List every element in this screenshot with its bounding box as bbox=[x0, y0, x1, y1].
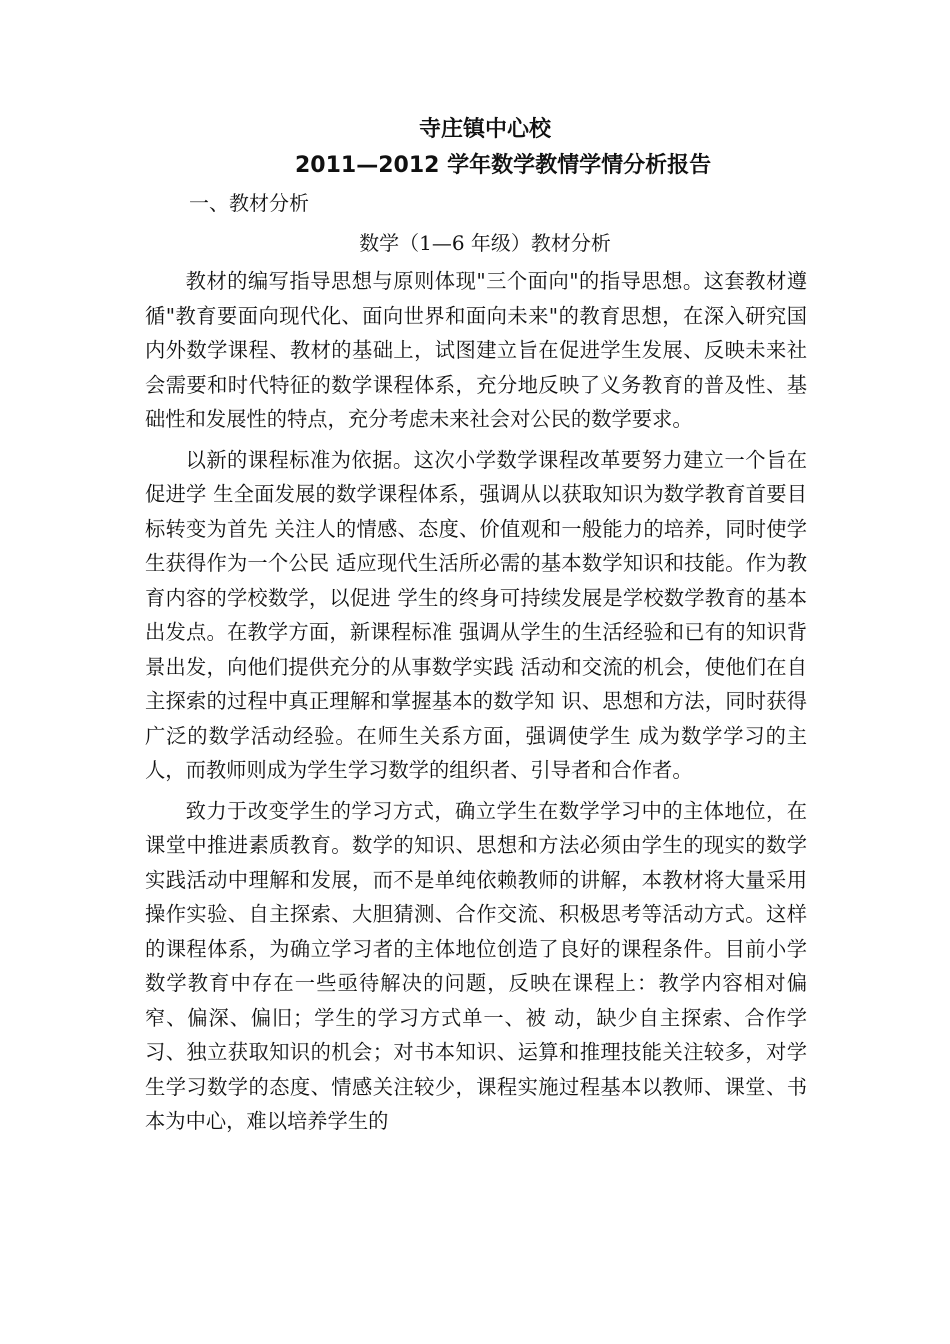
report-title: 2011—2012 学年数学教情学情分析报告 bbox=[295, 153, 712, 178]
paragraph-3: 致力于改变学生的学习方式，确立学生在数学学习中的主体地位，在课堂中推进素质教育。数学的知识、思想和方法必须由学生的现实的数学实践活动中理解和发展，而不是单纯依赖教师的讲解，本教材将大量采用操作实验、自主探索、大胆猜测、合作交流、积极思考等活动方式。这样的课程体系，为确立学习者的主体地位创造了良好的课程条件。目前小学数学教育中存在一些亟待解决的问题，反映在课程上：教学内容相对偏窄、偏深、偏旧；学生的学习方式单一、被 动，缺少自主探索、合作学习、独立获取知识的机会；对书本知识、运算和推理技能关注较多，对学生学习数学的态度、情感关注较少，课程实施过程基本以教师、课堂、书本为中心，难以培养学生的 bbox=[145, 798, 807, 1133]
document-page bbox=[145, 112, 807, 1145]
section-heading: 一、教材分析 bbox=[189, 191, 309, 215]
paragraph-1: 教材的编写指导思想与原则体现"三个面向"的指导思想。这套教材遵循"教育要面向现代化、面向世界和面向未来"的教育思想，在深入研究国内外数学课程、教材的基础上，试图建立旨在促进学生发展、反映未来社会需要和时代特征的数学课程体系，充分地反映了义务教育的普及性、基础性和发展性的特点，充分考虑未来社会对公民的数学要求。 bbox=[145, 269, 807, 431]
sub-heading: 数学（1—6 年级）教材分析 bbox=[359, 231, 611, 255]
paragraph-2: 以新的课程标准为依据。这次小学数学课程改革要努力建立一个旨在促进学 生全面发展的数学课程体系，强调从以获取知识为数学教育首要目标转变为首先 关注人的情感、态度、价值观和一般能力的培养，同时使学生获得作为一个公民 适应现代生活所必需的基本数学知识和技能。作为教育内容的学校数学，以促进 学生的终身可持续发展是学校数学教育的基本出发点。在教学方面，新课程标准 强调从学生的生活经验和已有的知识背景出发，向他们提供充分的从事数学实践 活动和交流的机会，使他们在自主探索的过程中真正理解和掌握基本的数学知 识、思想和方法，同时获得广泛的数学活动经验。在师生关系方面，强调使学生 成为数学学习的主人，而教师则成为学生学习数学的组织者、引导者和合作者。 bbox=[145, 447, 807, 782]
school-name: 寺庄镇中心校 bbox=[418, 117, 551, 142]
